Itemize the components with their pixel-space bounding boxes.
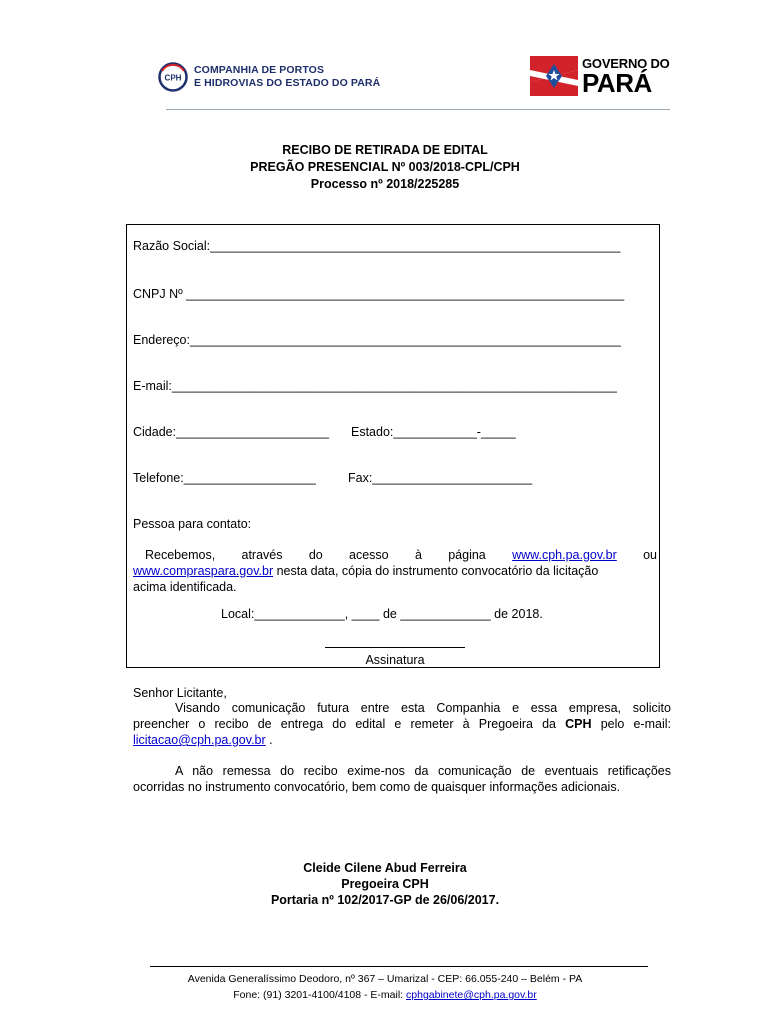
signatory-name: Cleide Cilene Abud Ferreira bbox=[303, 861, 467, 875]
gov-text-line2: PARÁ bbox=[582, 68, 652, 98]
cph-logo bbox=[158, 58, 381, 100]
receipt-form bbox=[126, 224, 660, 668]
paragraph-1-line-2-a: preencher o recibo de entrega do edital e remeter à Pregoeira da bbox=[133, 717, 566, 731]
governo-para-logo bbox=[530, 56, 670, 98]
letter-paragraph-1 bbox=[133, 700, 671, 748]
paragraph-1-line-3 bbox=[133, 732, 671, 748]
document-title: RECIBO DE RETIRADA DE EDITAL bbox=[282, 143, 488, 157]
cph-emblem-text: CPH bbox=[164, 73, 182, 83]
signatory-portaria: Portaria nº 102/2017-GP de 26/06/2017. bbox=[270, 893, 500, 907]
paragraph-1-end: . bbox=[265, 733, 273, 747]
razao-social-field[interactable]: Razão Social:___________________________________________________________ bbox=[133, 239, 621, 253]
paragraph-2-line-1: A não remessa do recibo exime-nos da comunicação de eventuais retificações bbox=[175, 764, 671, 778]
cph-name-line1: COMPANHIA DE PORTOS bbox=[194, 64, 325, 76]
cidade-field[interactable]: Cidade:______________________ bbox=[133, 425, 330, 439]
cph-name bbox=[194, 64, 380, 90]
process-number: Processo nº 2018/225285 bbox=[310, 177, 460, 191]
receipt-word: à bbox=[414, 548, 422, 562]
gabinete-email-link[interactable]: cphgabinete@cph.pa.gov.br bbox=[406, 989, 537, 1001]
paragraph-1-line-1: Visando comunicação futura entre esta Companhia e essa empresa, solicito bbox=[175, 701, 671, 715]
cph-bold: CPH bbox=[565, 717, 592, 731]
receipt-statement bbox=[133, 547, 657, 595]
signature-line bbox=[325, 647, 465, 648]
endereco-field[interactable]: Endereço:______________________________________________________________ bbox=[133, 333, 622, 347]
pessoa-contato-field[interactable]: Pessoa para contato: bbox=[133, 517, 252, 531]
letter-greeting: Senhor Licitante, bbox=[133, 686, 227, 700]
footer-divider bbox=[150, 966, 648, 967]
paragraph-1-line-2-b: pelo e-mail: bbox=[591, 717, 671, 731]
receipt-word: através bbox=[241, 548, 283, 562]
cph-emblem-icon bbox=[158, 62, 188, 92]
compraspara-website-link[interactable]: www.compraspara.gov.br bbox=[133, 564, 274, 578]
letter-paragraph-2 bbox=[133, 763, 671, 795]
local-date-field[interactable]: Local:_____________, ____ de _____________ de 2018. bbox=[221, 607, 543, 621]
receipt-line-2-text: nesta data, cópia do instrumento convocatório da licitação bbox=[273, 564, 599, 578]
cph-name-line2: E HIDROVIAS DO ESTADO DO PARÁ bbox=[194, 77, 381, 89]
receipt-word: Recebemos, bbox=[145, 548, 216, 562]
footer-address: Avenida Generalíssimo Deodoro, nº 367 – Umarizal - CEP: 66.055-240 – Belém - PA bbox=[187, 973, 583, 985]
signature-label: Assinatura bbox=[365, 653, 425, 667]
document-subtitle: PREGÃO PRESENCIAL Nº 003/2018-CPL/CPH bbox=[250, 160, 520, 174]
cph-website-link[interactable]: www.cph.pa.gov.br bbox=[512, 548, 617, 562]
receipt-word: acesso bbox=[349, 548, 389, 562]
telefone-field[interactable]: Telefone:___________________ bbox=[133, 471, 316, 485]
receipt-word: página bbox=[448, 548, 486, 562]
header-divider bbox=[166, 109, 670, 110]
email-field[interactable]: E-mail:________________________________________________________________ bbox=[133, 379, 617, 393]
receipt-word: ou bbox=[643, 548, 657, 562]
licitacao-email-link[interactable]: licitacao@cph.pa.gov.br bbox=[133, 733, 266, 747]
estado-field[interactable]: Estado:____________-_____ bbox=[351, 425, 516, 439]
receipt-line-3: acima identificada. bbox=[133, 580, 237, 594]
paragraph-1-line-2 bbox=[133, 716, 671, 732]
receipt-word: do bbox=[308, 548, 323, 562]
cnpj-field[interactable]: CNPJ Nº _______________________________________________________________ bbox=[133, 287, 625, 301]
para-flag-icon bbox=[530, 56, 578, 96]
signatory-role: Pregoeira CPH bbox=[341, 877, 429, 891]
receipt-line-2 bbox=[133, 563, 657, 579]
footer-contact-prefix: Fone: (91) 3201-4100/4108 - E-mail: bbox=[233, 989, 407, 1001]
fax-field[interactable]: Fax:_______________________ bbox=[348, 471, 533, 485]
footer-contact bbox=[0, 988, 770, 1003]
gov-text-line1: GOVERNO DO bbox=[582, 56, 670, 71]
paragraph-2-line-2: ocorridas no instrumento convocatório, bem como de quaisquer informações adicionais. bbox=[133, 780, 621, 794]
receipt-line-1 bbox=[133, 547, 657, 563]
